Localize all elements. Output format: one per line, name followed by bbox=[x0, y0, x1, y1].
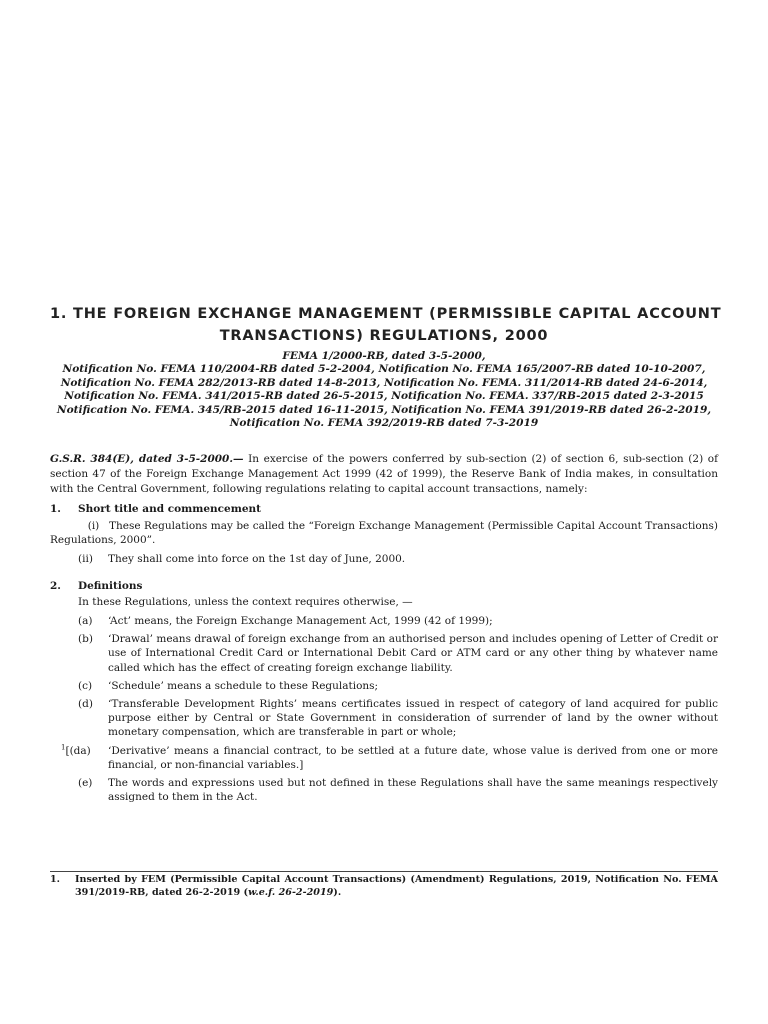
footnote-body: Inserted by FEM (Permissible Capital Account Transactions) (Amendment) Regulations, 2019, Notification No. FEMA 391/2019-RB, dated 26-2-2019 ( bbox=[75, 874, 718, 898]
clause-text: These Regulations may be called the “Foreign Exchange Management (Permissible Capital Account Transactions) Regulations, 2000”. bbox=[50, 520, 718, 547]
clause-text: ‘Transferable Development Rights’ means certificates issued in respect of category of land acquired for public purpose either by Central or State Government in consideration of surrender of land by the owner without monetary compensation, which are transferable in part or whole; bbox=[108, 698, 718, 739]
clause-mark: (i) bbox=[87, 520, 100, 532]
section-intro: In these Regulations, unless the context requires otherwise, — bbox=[78, 596, 413, 609]
notification-line: Notification No. FEMA. 345/RB-2015 dated 16-11-2015, Notification No. FEMA 391/2019-RB dated 26-2-2019, bbox=[56, 403, 712, 416]
document-title bbox=[50, 303, 722, 347]
definition-da bbox=[50, 744, 718, 772]
gsr-reference: G.S.R. 384(E), dated 3-5-2000.— bbox=[50, 453, 244, 465]
section-title: Definitions bbox=[78, 580, 143, 593]
clause-text: ‘Derivative’ means a financial contract, to be settled at a future date, whose value is derived from one or more financial, or non-financial variables.] bbox=[108, 744, 718, 771]
section-heading bbox=[50, 579, 718, 594]
notification-line: Notification No. FEMA 110/2004-RB dated 5-2-2004, Notification No. FEMA 165/2007-RB dated 10-10-2007, bbox=[62, 363, 706, 376]
clause-i bbox=[50, 519, 718, 548]
section-number: 1. bbox=[50, 503, 61, 515]
clause-text: ‘Drawal’ means drawal of foreign exchange from an authorised person and includes opening of Letter of Credit or use of International Credit Card or International Debit Card or ATM card or any other thing by whatever name called which has the effect of creating foreign exchange liability. bbox=[108, 633, 718, 674]
section-1 bbox=[50, 502, 718, 566]
footnote-text bbox=[75, 874, 718, 899]
definition-c bbox=[50, 679, 718, 693]
definition-b bbox=[50, 632, 718, 675]
preamble bbox=[50, 452, 718, 498]
footnote-reference: 1 bbox=[61, 743, 66, 752]
notification-list bbox=[40, 350, 728, 430]
clause-mark: (ii) bbox=[78, 552, 93, 565]
section-heading bbox=[50, 502, 718, 517]
notification-line: Notification No. FEMA 282/2013-RB dated 14-8-2013, Notification No. FEMA. 311/2014-RB dated 24-6-2014, bbox=[60, 376, 708, 389]
clause-mark: (a) bbox=[78, 615, 93, 628]
clause-mark bbox=[50, 744, 108, 772]
clause-mark: (c) bbox=[78, 679, 93, 692]
clause-text: The words and expressions used but not defined in these Regulations shall have the same meanings respectively assigned to them in the Act. bbox=[108, 777, 718, 804]
notification-line: Notification No. FEMA. 341/2015-RB dated 26-5-2015, Notification No. FEMA. 337/RB-2015 dated 2-3-2015 bbox=[64, 390, 704, 403]
clause-mark: (d) bbox=[78, 698, 93, 711]
notification-line: FEMA 1/2000-RB, dated 3-5-2000, bbox=[282, 350, 486, 362]
definition-a bbox=[50, 614, 718, 628]
clause-mark: (e) bbox=[78, 777, 93, 790]
title-line: 1. THE FOREIGN EXCHANGE MANAGEMENT (PERMISSIBLE CAPITAL ACCOUNT bbox=[50, 306, 722, 322]
notification-line: Notification No. FEMA 392/2019-RB dated 7-3-2019 bbox=[229, 417, 539, 430]
regulations-body bbox=[50, 502, 718, 804]
clause-text: ‘Schedule’ means a schedule to these Regulations; bbox=[108, 679, 379, 692]
section-title: Short title and commencement bbox=[78, 503, 261, 515]
section-number: 2. bbox=[50, 580, 61, 593]
clause-text: They shall come into force on the 1st day of June, 2000. bbox=[108, 552, 406, 565]
clause-mark-text: [(da) bbox=[65, 744, 91, 757]
footnote bbox=[50, 874, 718, 899]
footnote-tail: ). bbox=[333, 886, 342, 898]
clause-mark: (b) bbox=[78, 633, 93, 646]
preamble-text: In exercise of the powers conferred by sub-section (2) of section 6, sub-section (2) of section 47 of the Foreign Exchange Management Act 1999 (42 of 1999), the Reserve Bank of India makes, in consultation with the Central Government, following regulations relating to capital account transactions, namely: bbox=[50, 453, 718, 496]
definition-e bbox=[50, 776, 718, 804]
clause-text: ‘Act’ means, the Foreign Exchange Management Act, 1999 (42 of 1999); bbox=[108, 615, 493, 628]
clause-ii bbox=[50, 552, 718, 566]
footnote-divider bbox=[50, 871, 718, 872]
section-2 bbox=[50, 579, 718, 804]
definition-d bbox=[50, 697, 718, 740]
footnote-number: 1. bbox=[50, 874, 61, 885]
footnote-effective-date: w.e.f. 26-2-2019 bbox=[248, 886, 334, 898]
title-line: TRANSACTIONS) REGULATIONS, 2000 bbox=[219, 328, 549, 344]
